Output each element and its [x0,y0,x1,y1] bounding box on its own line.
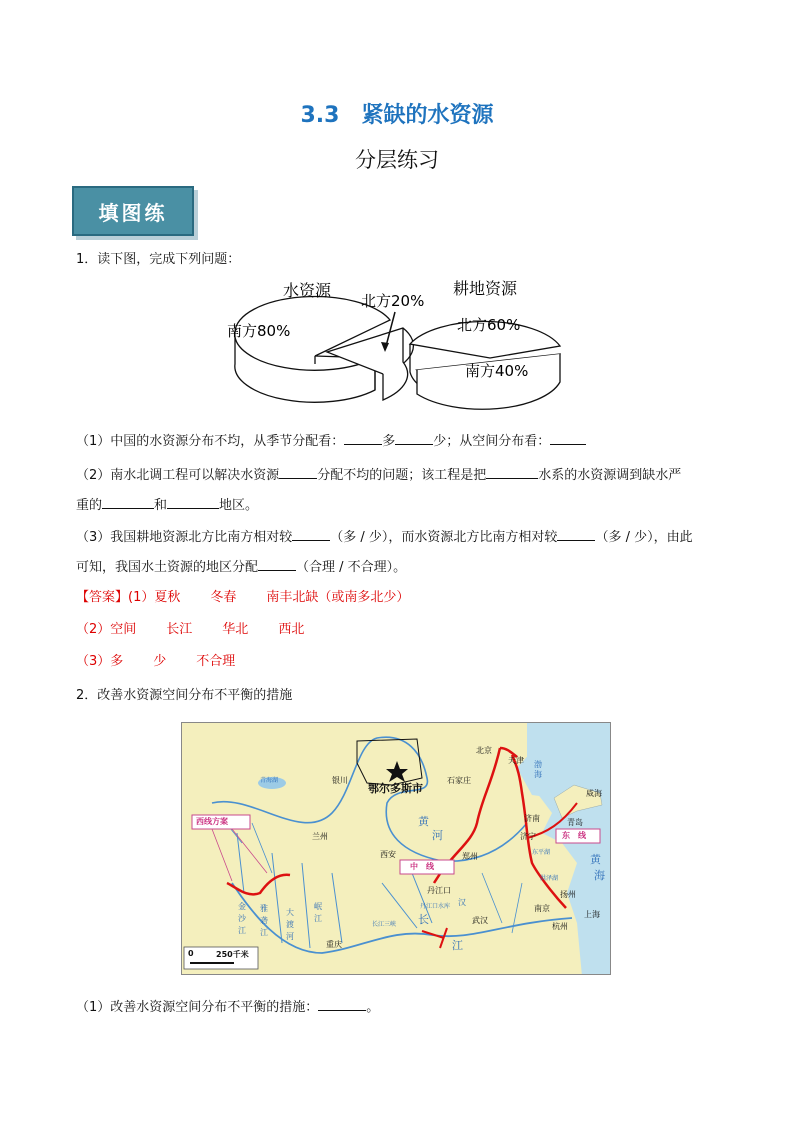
water-label: 汉 [458,898,466,907]
water-label: 金 [238,902,246,911]
answer-blank[interactable] [167,494,219,509]
section-badge: 填图练 [72,186,194,236]
city-label: 丹江口 [427,886,451,895]
route-label-middle: 中 线 [410,862,434,871]
water-pie-title: 水资源 [283,281,332,300]
city-label: 威海 [586,789,602,798]
city-label: 上海 [584,910,600,919]
water-label: 大 [286,908,294,917]
city-label: 郑州 [462,852,478,861]
water-label: 黄 [418,815,429,828]
answer-blank[interactable] [279,464,317,479]
answer-blank[interactable] [486,464,538,479]
city-label: 济南 [524,814,540,823]
pie-charts-figure [225,272,575,422]
question-1-part-2-line-2: 重的 和 地区。 [76,494,258,516]
question-1-stem: 1．读下图，完成下列问题： [76,252,241,267]
water-north-label: 北方20% [361,292,425,310]
city-label: 西安 [380,850,396,859]
answer-blank[interactable] [318,996,366,1011]
answer-blank[interactable] [102,494,154,509]
water-pie [235,297,414,403]
water-label: 渤 [534,760,542,769]
water-label: 江 [260,928,268,937]
question-2-stem: 2．改善水资源空间分布不平衡的措施 [76,688,293,703]
farmland-south-label: 南方40% [465,362,529,380]
city-label: 兰州 [312,832,328,841]
city-label: 银川 [332,776,348,785]
answer-line-3: （3）多 少 不合理 [76,654,236,669]
page-title: 3.3 紧缺的水资源 [300,103,494,128]
city-label: 石家庄 [447,776,471,785]
city-label: 重庆 [326,940,342,949]
water-label: 河 [286,932,294,941]
water-label: 丹江口水库 [420,903,451,910]
question-1-part-2-line-1: （2）南水北调工程可以解决水资源 分配不均的问题；该工程是把 水系的水资源调到缺水严 [76,464,681,486]
water-label: 沙 [238,914,246,923]
city-label: 杭州 [552,922,568,931]
answer-blank[interactable] [344,430,382,445]
answer-line-2: （2）空间 长江 华北 西北 [76,622,305,637]
page-subtitle: 分层练习 [355,148,439,172]
water-label: 长 [418,913,429,926]
water-label: 长江三峡 [372,921,397,928]
water-label: 青海湖 [260,777,279,784]
city-label: 青岛 [567,818,583,827]
farmland-pie-title: 耕地资源 [453,279,518,298]
water-label: 砻 [260,916,268,925]
water-label: 海 [594,869,605,882]
water-label: 江 [238,926,246,935]
water-label: 东平湖 [532,849,551,856]
water-label: 洪泽湖 [540,875,559,882]
city-label: 南京 [534,904,550,913]
city-label: 武汉 [472,916,488,925]
south-north-water-diversion-map [181,722,611,975]
city-label: 天津 [508,756,524,765]
water-label: 江 [314,914,322,923]
city-label: 鄂尔多斯市 [368,782,423,795]
question-2-part-1: （1）改善水资源空间分布不平衡的措施： 。 [76,996,379,1018]
water-label: 岷 [314,902,322,911]
city-label: 北京 [476,746,492,755]
city-label: 济宁 [520,832,536,841]
water-label: 黄 [590,853,601,866]
question-1-part-3-line-2: 可知，我国水土资源的地区分配 （合理 / 不合理）。 [76,556,406,578]
question-1-part-1: （1）中国的水资源分布不均，从季节分配看： 多 少；从空间分布看： [76,430,586,452]
answer-blank[interactable] [557,526,595,541]
answer-blank[interactable] [292,526,330,541]
water-label: 河 [432,829,443,842]
scale-distance: 250千米 [216,950,249,959]
scale-zero: 0 [188,949,194,958]
city-label: 扬州 [560,890,576,899]
route-label-east: 东 线 [562,831,586,840]
answer-blank[interactable] [550,430,586,445]
farmland-north-label: 北方60% [457,316,521,334]
answer-line-1: 【答案】(1）夏秋 冬春 南丰北缺（或南多北少） [76,590,410,605]
water-south-label: 南方80% [227,322,291,340]
water-label: 江 [452,939,463,952]
water-label: 雅 [260,904,268,913]
question-1-part-3-line-1: （3）我国耕地资源北方比南方相对较 （多 / 少），而水资源北方比南方相对较 （多 / 少），由此 [76,526,693,548]
answer-blank[interactable] [395,430,433,445]
water-label: 海 [534,770,542,779]
route-label-west: 西线方案 [196,817,228,826]
answer-blank[interactable] [258,556,296,571]
water-label: 渡 [286,920,294,929]
